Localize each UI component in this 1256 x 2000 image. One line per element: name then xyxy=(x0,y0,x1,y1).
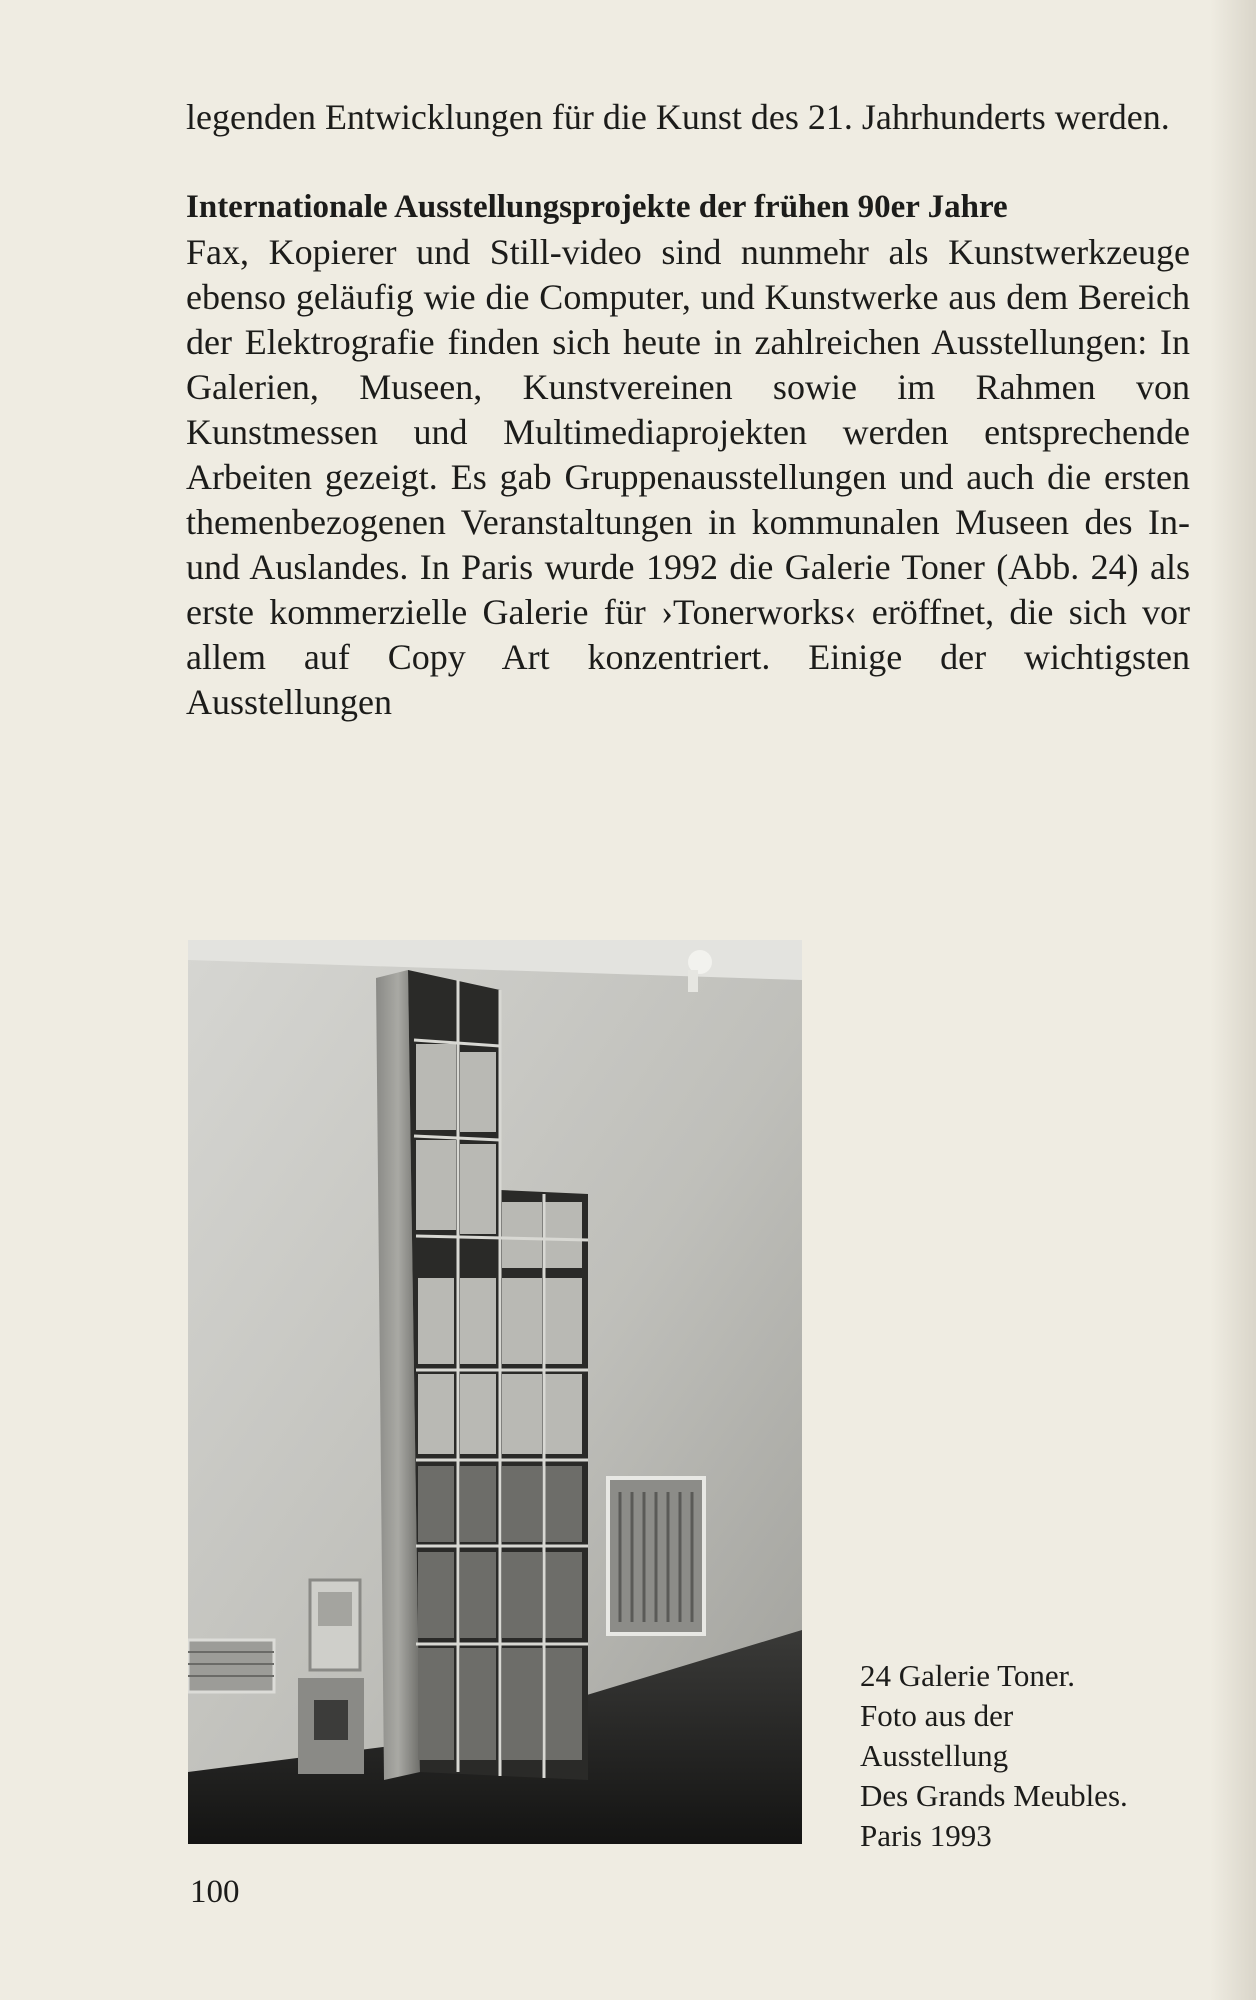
caption-line: Des Grands Meubles. xyxy=(860,1778,1128,1813)
page-edge-shadow xyxy=(1210,0,1256,2000)
figure-caption xyxy=(860,1656,1200,1856)
intro-paragraph: legenden Entwicklungen für die Kunst des 21. Jahrhunderts werden. xyxy=(186,97,1170,137)
caption-line: 24 Galerie Toner. xyxy=(860,1658,1076,1693)
caption-line: Paris 1993 xyxy=(860,1818,992,1853)
gallery-photo-image xyxy=(188,940,802,1844)
body-paragraph: Fax, Kopierer und Still-video sind nunmehr als Kunstwerkzeuge ebenso geläufig wie die Computer, und Kunstwerke aus dem Bereich der Elektrografie finden sich heute in zahlreichen Ausstellungen: In Galerien, Museen, Kunstvereinen sowie im Rahmen von Kunstmessen und Multimediaprojekten werden entsprechende Arbeiten gezeigt. Es gab Gruppenausstellungen und auch die ersten themenbezogenen Veranstaltungen in kommunalen Museen des In- und Auslandes. In Paris wurde 1992 die Galerie Toner (Abb. 24) als erste kommerzielle Galerie für ›Tonerworks‹ eröffnet, die sich vor allem auf Copy Art konzentriert. Einige der wichtigsten Ausstellungen xyxy=(186,232,1190,722)
section-heading: Internationale Ausstellungsprojekte der frühen 90er Jahre xyxy=(186,189,1008,225)
caption-line: Foto aus der xyxy=(860,1698,1014,1733)
caption-line: Ausstellung xyxy=(860,1738,1009,1773)
main-text xyxy=(186,95,1190,725)
page-number: 100 xyxy=(190,1874,240,1910)
paragraph-gap xyxy=(186,140,1190,185)
gallery-photo xyxy=(188,940,802,1844)
